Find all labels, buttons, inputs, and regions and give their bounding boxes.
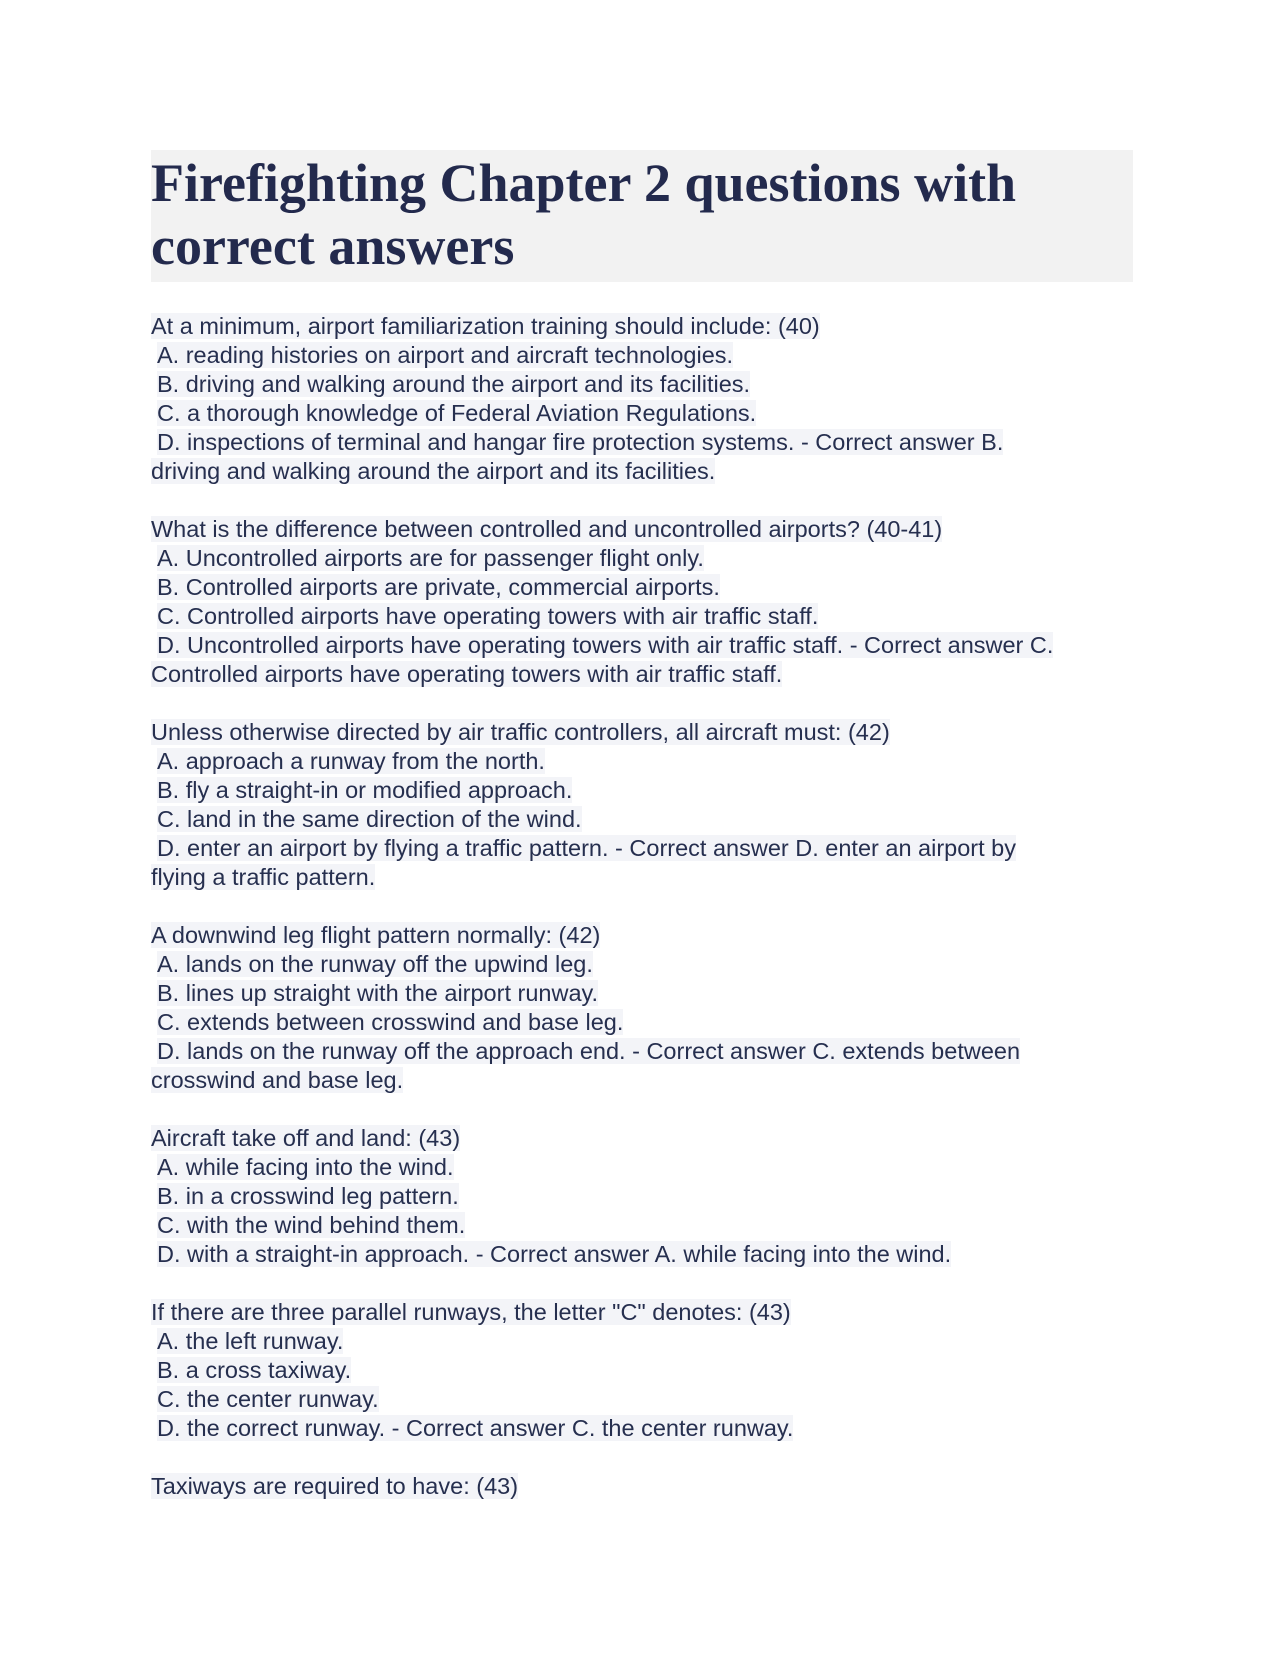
answer-continuation: flying a traffic pattern. [151, 864, 376, 890]
answer-continuation: driving and walking around the airport and its facilities. [151, 458, 716, 484]
option-c: C. the center runway. [157, 1386, 379, 1412]
option-a: A. lands on the runway off the upwind leg. [157, 951, 593, 977]
question-text: Taxiways are required to have: (43) [151, 1473, 519, 1499]
option-d-with-answer: D. lands on the runway off the approach end. - Correct answer C. extends between [157, 1038, 1021, 1064]
question-text: A downwind leg flight pattern normally: (42) [151, 922, 601, 948]
option-c: C. a thorough knowledge of Federal Aviation Regulations. [157, 400, 757, 426]
option-a: A. reading histories on airport and aircraft technologies. [157, 342, 734, 368]
question-block-5 [151, 1124, 1133, 1269]
option-d-with-answer: D. with a straight-in approach. - Correct answer A. while facing into the wind. [157, 1241, 952, 1267]
option-c: C. with the wind behind them. [157, 1212, 466, 1238]
option-a: A. approach a runway from the north. [157, 748, 545, 774]
question-text: What is the difference between controlled and uncontrolled airports? (40-41) [151, 516, 943, 542]
question-block-7 [151, 1472, 1133, 1501]
option-b: B. a cross taxiway. [157, 1357, 352, 1383]
option-d-with-answer: D. inspections of terminal and hangar fire protection systems. - Correct answer B. [157, 429, 1004, 455]
question-block-3 [151, 718, 1133, 892]
option-d-with-answer: D. the correct runway. - Correct answer C. the center runway. [157, 1415, 794, 1441]
title-line-1: Firefighting Chapter 2 questions with [151, 153, 1017, 213]
document-page [151, 150, 1133, 1501]
question-text: At a minimum, airport familiarization training should include: (40) [151, 313, 820, 339]
option-b: B. lines up straight with the airport runway. [157, 980, 599, 1006]
option-a: A. while facing into the wind. [157, 1154, 454, 1180]
answer-continuation: crosswind and base leg. [151, 1067, 404, 1093]
option-b: B. fly a straight-in or modified approach. [157, 777, 573, 803]
question-text: Unless otherwise directed by air traffic controllers, all aircraft must: (42) [151, 719, 890, 745]
page-title [151, 150, 1133, 282]
option-a: A. Uncontrolled airports are for passenger flight only. [157, 545, 704, 571]
question-text: If there are three parallel runways, the letter "C" denotes: (43) [151, 1299, 791, 1325]
option-a: A. the left runway. [157, 1328, 344, 1354]
question-block-2 [151, 515, 1133, 689]
option-b: B. in a crosswind leg pattern. [157, 1183, 459, 1209]
question-block-6 [151, 1298, 1133, 1443]
option-c: C. extends between crosswind and base leg. [157, 1009, 624, 1035]
question-block-1 [151, 312, 1133, 486]
answer-continuation: Controlled airports have operating towers with air traffic staff. [151, 661, 783, 687]
option-b: B. driving and walking around the airport and its facilities. [157, 371, 751, 397]
option-c: C. Controlled airports have operating towers with air traffic staff. [157, 603, 819, 629]
option-d-with-answer: D. enter an airport by flying a traffic pattern. - Correct answer D. enter an airport by [157, 835, 1017, 861]
option-d-with-answer: D. Uncontrolled airports have operating towers with air traffic staff. - Correct answer C. [157, 632, 1054, 658]
question-text: Aircraft take off and land: (43) [151, 1125, 461, 1151]
question-block-4 [151, 921, 1133, 1095]
option-b: B. Controlled airports are private, commercial airports. [157, 574, 720, 600]
option-c: C. land in the same direction of the wind. [157, 806, 582, 832]
title-line-2: correct answers [151, 216, 515, 276]
